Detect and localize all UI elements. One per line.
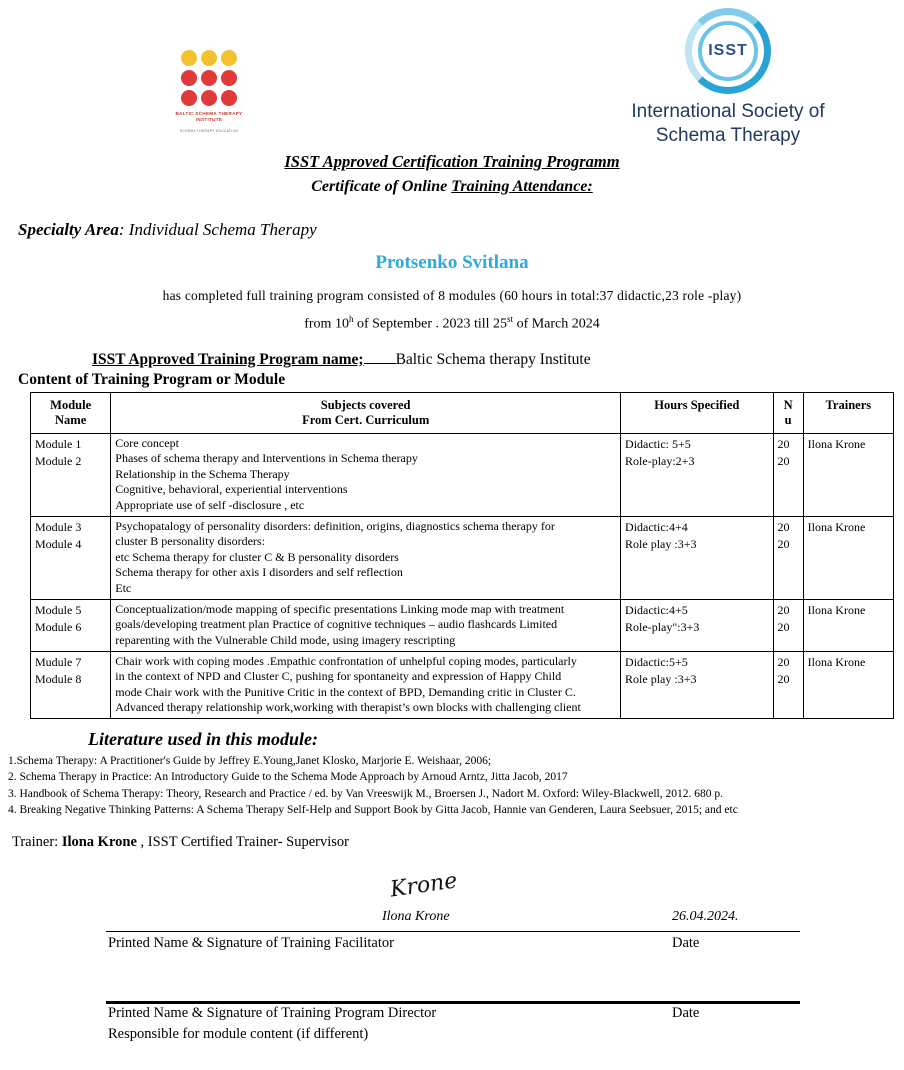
subject-line: in the context of NPD and Cluster C, pushing for spontaneity and expression of Happy Child (115, 669, 562, 684)
th-module-name-line1: Module (50, 397, 92, 412)
th-nu (773, 392, 803, 433)
list-item: 2. Schema Therapy in Practice: An Introductory Guide to the Schema Mode Approach by Arnoud Arntz, Jitta Jacob, 2017 (8, 771, 568, 784)
nu-line1: 20 (777, 436, 790, 451)
subject-line: Cognitive, behavioral, experiential interventions (115, 482, 348, 497)
certificate-title-block (0, 152, 904, 196)
subject-line: Psychopatalogy of personality disorders: definition, origins, diagnostics schema therapy for (115, 518, 555, 533)
list-item: 4. Breaking Negative Thinking Patterns: A Schema Therapy Self-Help and Support Book by Gitta Jacob, Hannie van Genderen, Laura Seebsuer, 2015; and etc (8, 803, 738, 816)
subject-line: reparenting with the Vulnerable Child mode, using imagery rescripting (115, 632, 456, 647)
cell-hours (621, 516, 774, 599)
handwritten-signature: Krone (388, 868, 459, 903)
module-name-line1: Module 3 (35, 519, 82, 534)
cell-trainer: Ilona Krone (803, 651, 893, 718)
cell-hours (621, 651, 774, 718)
literature-heading: Literature used in this module: (88, 728, 319, 749)
baltic-schema-therapy-institute-logo (163, 50, 255, 146)
nu-line2: 20 (777, 671, 790, 686)
program-name-label: ISST Approved Training Program name; (92, 350, 364, 368)
dates-sup-2: st (507, 314, 514, 324)
cell-nu (773, 599, 803, 651)
th-hours-specified: Hours Specified (621, 392, 774, 433)
nu-line1: 20 (777, 654, 790, 669)
literature-list (8, 753, 904, 818)
bsti-logo-name: BALTIC SCHEMA THERAPY INSTITUTE (175, 111, 243, 123)
module-name-line1: Module 1 (35, 436, 82, 451)
dates-prefix: from 10 (304, 316, 349, 332)
table-header-row (31, 392, 894, 433)
hours-line2: Role-play:2+3 (625, 453, 695, 468)
isst-ring-icon (685, 8, 771, 94)
responsible-label: Responsible for module content (if different) (108, 1026, 369, 1043)
cell-module-names (31, 599, 111, 651)
signature-rule-director (106, 1001, 800, 1004)
cell-nu (773, 433, 803, 516)
cell-subjects (111, 433, 621, 516)
signature-printed-name: Ilona Krone (382, 909, 450, 925)
table-row (31, 599, 894, 651)
th-subjects-line1: Subjects covered (320, 397, 411, 412)
subject-line: Chair work with coping modes .Empathic confrontation of unhelpful coping modes, particularly (115, 653, 577, 668)
module-name-line1: Mudule 7 (35, 654, 82, 669)
th-trainers: Trainers (803, 392, 893, 433)
isst-logo-mark: ISST (708, 42, 748, 59)
cell-hours (621, 599, 774, 651)
date-label-director: Date (672, 1005, 700, 1022)
signature-area (0, 868, 904, 1043)
hours-line2: Role-play":3+3 (625, 619, 700, 634)
dates-sup-1: h (348, 314, 354, 324)
trainer-prefix: Trainer: (12, 834, 62, 851)
subject-line: Appropriate use of self -disclosure , etc (115, 498, 305, 513)
signature-date: 26.04.2024. (672, 909, 739, 925)
program-name-line (92, 351, 904, 369)
subject-line: Advanced therapy relationship work,working with therapist’s own blocks with challenging client (115, 700, 581, 715)
nu-line1: 20 (777, 602, 790, 617)
th-nu-line2: u (784, 412, 792, 427)
certificate-title-line2-prefix: Certificate of Online (311, 178, 452, 195)
bsti-logo-subtitle: SCHEMA THERAPY EDUCATION (179, 129, 239, 134)
facilitator-label: Printed Name & Signature of Training Facilitator (108, 935, 394, 952)
hours-line1: Didactic:5+5 (625, 654, 688, 669)
subject-line: cluster B personality disorders: (115, 534, 265, 549)
student-name: Protsenko Svitlana (375, 252, 529, 273)
cell-module-names (31, 651, 111, 718)
module-name-line2: Module 2 (35, 453, 82, 468)
trainer-name: Ilona Krone (61, 834, 137, 851)
module-name-line2: Module 6 (35, 619, 82, 634)
cell-module-names (31, 433, 111, 516)
cell-nu (773, 651, 803, 718)
list-item: 1.Schema Therapy: A Practitioner's Guide by Jeffrey E.Young,Janet Klosko, Marjorie E. Weishaar, 2006; (8, 754, 492, 767)
date-label-facilitator: Date (672, 935, 700, 952)
cell-hours (621, 433, 774, 516)
signature-rule-facilitator (106, 931, 800, 932)
certificate-title-line1: ISST Approved Certification Training Programm (284, 152, 620, 171)
hours-line1: Didactic: 5+5 (625, 436, 691, 451)
training-dates-line (0, 314, 904, 333)
specialty-area-line (18, 220, 904, 240)
trainer-suffix: , ISST Certified Trainer- Supervisor (136, 834, 349, 851)
specialty-area-label: Specialty Area (18, 220, 119, 239)
certificate-title-line2 (0, 178, 904, 196)
module-name-line2: Module 8 (35, 671, 82, 686)
subject-line: Core concept (115, 435, 179, 450)
cell-nu (773, 516, 803, 599)
subject-line: Relationship in the Schema Therapy (115, 466, 290, 481)
list-item: 3. Handbook of Schema Therapy: Theory, Research and Practice / ed. by Van Vreeswijk M., Broersen J., Nadort M. Oxford: Wiley-Blackwell, 2012. 680 p. (8, 787, 723, 800)
th-nu-line1: N (783, 397, 793, 412)
hours-line2: Role play :3+3 (625, 536, 697, 551)
cell-trainer: Ilona Krone (803, 516, 893, 599)
subject-line: Schema therapy for other axis I disorders and self reflection (115, 565, 403, 580)
hours-line2: Role play :3+3 (625, 671, 697, 686)
module-name-line1: Module 5 (35, 602, 82, 617)
director-label: Printed Name & Signature of Training Program Director (108, 1005, 437, 1022)
document-header (0, 0, 904, 150)
specialty-area-value: : Individual Schema Therapy (118, 220, 317, 239)
nu-line2: 20 (777, 453, 790, 468)
nu-line2: 20 (777, 536, 790, 551)
subject-line: mode Chair work with the Punitive Critic in the context of BPD, Demanding critic in Cluster C. (115, 684, 576, 699)
cell-module-names (31, 516, 111, 599)
dates-suffix: of March 2024 (513, 316, 600, 332)
nu-line1: 20 (777, 519, 790, 534)
logo-dot-grid-icon (179, 50, 239, 106)
cell-subjects (111, 516, 621, 599)
cell-subjects (111, 651, 621, 718)
cell-trainer: Ilona Krone (803, 433, 893, 516)
subject-line: goals/developing treatment plan Practice of cognitive techniques – audio flashcards Limited (115, 617, 558, 632)
training-content-table (30, 392, 894, 719)
module-name-line2: Module 4 (35, 536, 82, 551)
content-heading: Content of Training Program or Module (18, 370, 286, 388)
th-module-name (31, 392, 111, 433)
isst-logo-text-line2: Schema Therapy (655, 124, 801, 146)
cell-trainer: Ilona Krone (803, 599, 893, 651)
hours-line1: Didactic:4+4 (625, 519, 688, 534)
hours-line1: Didactic:4+5 (625, 602, 688, 617)
program-name-blank-rule (364, 363, 396, 364)
table-row (31, 651, 894, 718)
subject-line: etc Schema therapy for cluster C & B personality disorders (115, 549, 399, 564)
trainer-credential-line (12, 834, 904, 851)
cell-subjects (111, 599, 621, 651)
th-module-name-line2: Name (55, 412, 87, 427)
program-name-value: Baltic Schema therapy Institute (395, 350, 591, 368)
isst-logo (598, 8, 858, 148)
certificate-title-line2-underlined: Training Attendance: (451, 178, 593, 195)
th-subjects-covered (111, 392, 621, 433)
subject-line: Phases of schema therapy and Interventions in Schema therapy (115, 451, 418, 466)
table-row (31, 516, 894, 599)
completion-statement: has completed full training program consisted of 8 modules (60 hours in total:37 didactic,23 role -play) (162, 288, 742, 303)
table-row (31, 433, 894, 516)
dates-middle: of September . 2023 till 25 (353, 316, 508, 332)
subject-line: Conceptualization/mode mapping of specific presentations Linking mode map with treatment (115, 601, 565, 616)
th-subjects-line2: From Cert. Curriculum (302, 412, 430, 427)
subject-line: Etc (115, 581, 132, 595)
isst-logo-text-line1: International Society of (631, 101, 825, 122)
nu-line2: 20 (777, 619, 790, 634)
